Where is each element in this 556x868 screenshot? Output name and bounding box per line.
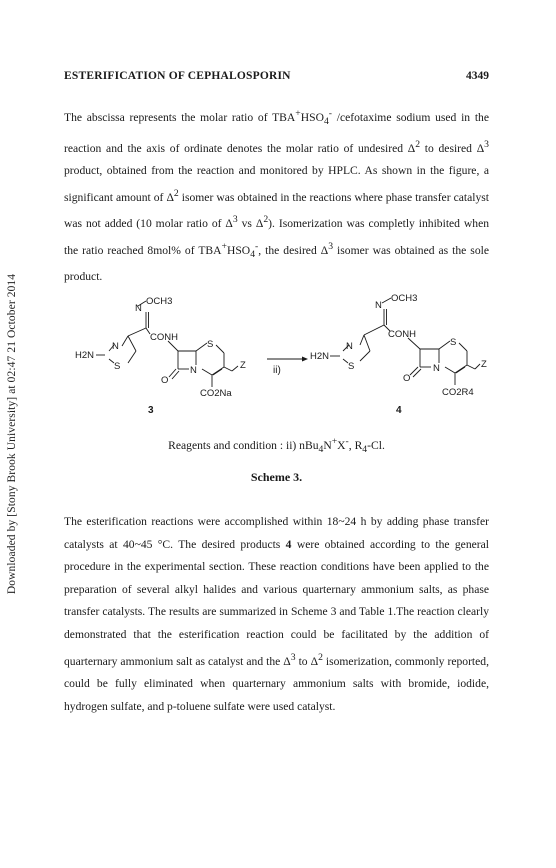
- superscript: 3: [290, 651, 296, 663]
- text-run: -Cl.: [367, 438, 385, 452]
- text-run: X: [337, 438, 346, 452]
- text-run: to desired: [420, 141, 477, 155]
- label-imine-n: N: [375, 300, 382, 311]
- text-run: isomerization, commonly reported, could be fully eliminated when quarternary ammonium salts with bromide, iodide, hydrogen sulfate, and p-toluene sulfate were used catalyst.: [64, 654, 489, 713]
- label-lactam-n: N: [433, 363, 440, 374]
- text-run: /cefotaxime sodium used in the reaction and the axis of ordinate denotes the molar ratio of undesired: [64, 110, 489, 155]
- label-lactam-n: N: [190, 365, 197, 376]
- text-run: isomer was obtained in the reactions where phase transfer catalyst was not added (10 molar ratio of: [64, 190, 489, 231]
- text-run: , the desired: [258, 243, 321, 257]
- superscript: -: [328, 108, 332, 119]
- text-run: were obtained according to the general procedure in the experimental section. These reaction conditions have been applied to the preparation of several alkyl halides and various quarternary ammonium salts, as phase transfer catalysts. The results are summarized in Scheme 3 and Table 1.The reaction clearly demonstrated that the esterification reaction could be facilitated by the addition of quarternary ammonium salt as catalyst and the: [64, 537, 489, 668]
- superscript: 3: [328, 240, 334, 252]
- superscript: 3: [232, 214, 238, 226]
- text-run: The esterification reactions were accomplished within 18~24 h by adding phase transfer catalysts at 40~45 °C. The desired products: [64, 515, 489, 551]
- label-carboxylate: CO2R4: [442, 387, 474, 398]
- label-z-group: Z: [240, 360, 246, 371]
- delta-symbol: Δ: [476, 141, 485, 155]
- paragraph-esterification: [64, 511, 489, 718]
- delta-symbol: Δ: [320, 243, 329, 257]
- paragraph-results-figure: [64, 103, 489, 289]
- subscript: 4: [250, 248, 256, 260]
- superscript: -: [255, 240, 259, 252]
- label-thiazole-s: S: [348, 361, 355, 372]
- text-run: , R: [348, 438, 363, 452]
- label-methoxy: OCH3: [391, 293, 418, 304]
- superscript: +: [295, 108, 301, 119]
- reagents-caption: [64, 436, 489, 455]
- text-run: vs: [237, 217, 256, 231]
- compound-reference: 4: [285, 537, 292, 551]
- text-run: HSO: [300, 110, 324, 124]
- arrow-condition-label: ii): [273, 365, 281, 376]
- compound-number-3: 3: [148, 405, 154, 416]
- text-run: The abscissa represents the molar ratio of TBA: [64, 110, 296, 124]
- subscript: 4: [323, 116, 329, 128]
- superscript: +: [221, 240, 227, 252]
- delta-symbol: Δ: [255, 217, 264, 231]
- subscript: 4: [318, 444, 324, 456]
- download-watermark: [0, 0, 24, 868]
- text-run: HSO: [226, 243, 251, 257]
- scheme-title: Scheme 3.: [250, 470, 303, 484]
- superscript: 2: [173, 187, 179, 199]
- label-amine: H2N: [75, 350, 95, 361]
- label-ring-n: N: [346, 341, 353, 352]
- page-number: 4349: [466, 70, 489, 82]
- text-run: ). Isomerization was completly inhibited when the ratio reached 8mol% of TBA: [64, 217, 490, 257]
- text-run: product, obtained from the reaction and monitored by HPLC. As shown in the figure, a significant amount of: [64, 164, 489, 204]
- page-header: [64, 70, 489, 86]
- label-amide: CONH: [150, 332, 178, 343]
- label-carbonyl-o: O: [161, 375, 169, 386]
- label-dihydrothiazine-s: S: [450, 337, 457, 348]
- label-thiazole-s: S: [114, 361, 121, 372]
- label-z-group: Z: [481, 359, 487, 370]
- arrow-head-icon: [302, 357, 308, 362]
- label-imine-n: N: [135, 303, 142, 314]
- superscript: 2: [415, 138, 421, 150]
- text-run: Reagents and condition : ii) nBu: [168, 438, 319, 452]
- download-watermark-text: Downloaded by [Stony Brook University] at 02:47 21 October 2014: [6, 273, 18, 595]
- superscript: 3: [484, 138, 489, 150]
- superscript: 2: [318, 651, 323, 663]
- delta-symbol: Δ: [283, 654, 291, 668]
- superscript: -: [345, 436, 349, 447]
- subscript: 4: [362, 444, 368, 456]
- reaction-scheme: [64, 283, 489, 423]
- text-run: N: [323, 438, 332, 452]
- text-run: to: [295, 654, 311, 668]
- label-ring-n: N: [112, 341, 119, 352]
- compound-number-4: 4: [396, 405, 402, 416]
- delta-symbol: Δ: [166, 190, 174, 204]
- label-amine: H2N: [310, 351, 330, 362]
- delta-symbol: Δ: [310, 654, 319, 668]
- running-title: ESTERIFICATION OF CEPHALOSPORIN: [64, 70, 291, 82]
- superscript: 2: [263, 214, 269, 226]
- delta-symbol: Δ: [407, 141, 416, 155]
- label-carbonyl-o: O: [403, 373, 411, 384]
- label-carboxylate: CO2Na: [200, 388, 232, 399]
- label-methoxy: OCH3: [146, 296, 173, 307]
- superscript: +: [331, 436, 338, 447]
- reaction-scheme-drawing: [64, 283, 489, 423]
- text-run: isomer was obtained as the sole product.: [64, 243, 489, 284]
- delta-symbol: Δ: [225, 217, 233, 231]
- label-dihydrothiazine-s: S: [207, 339, 214, 350]
- label-amide: CONH: [388, 329, 416, 340]
